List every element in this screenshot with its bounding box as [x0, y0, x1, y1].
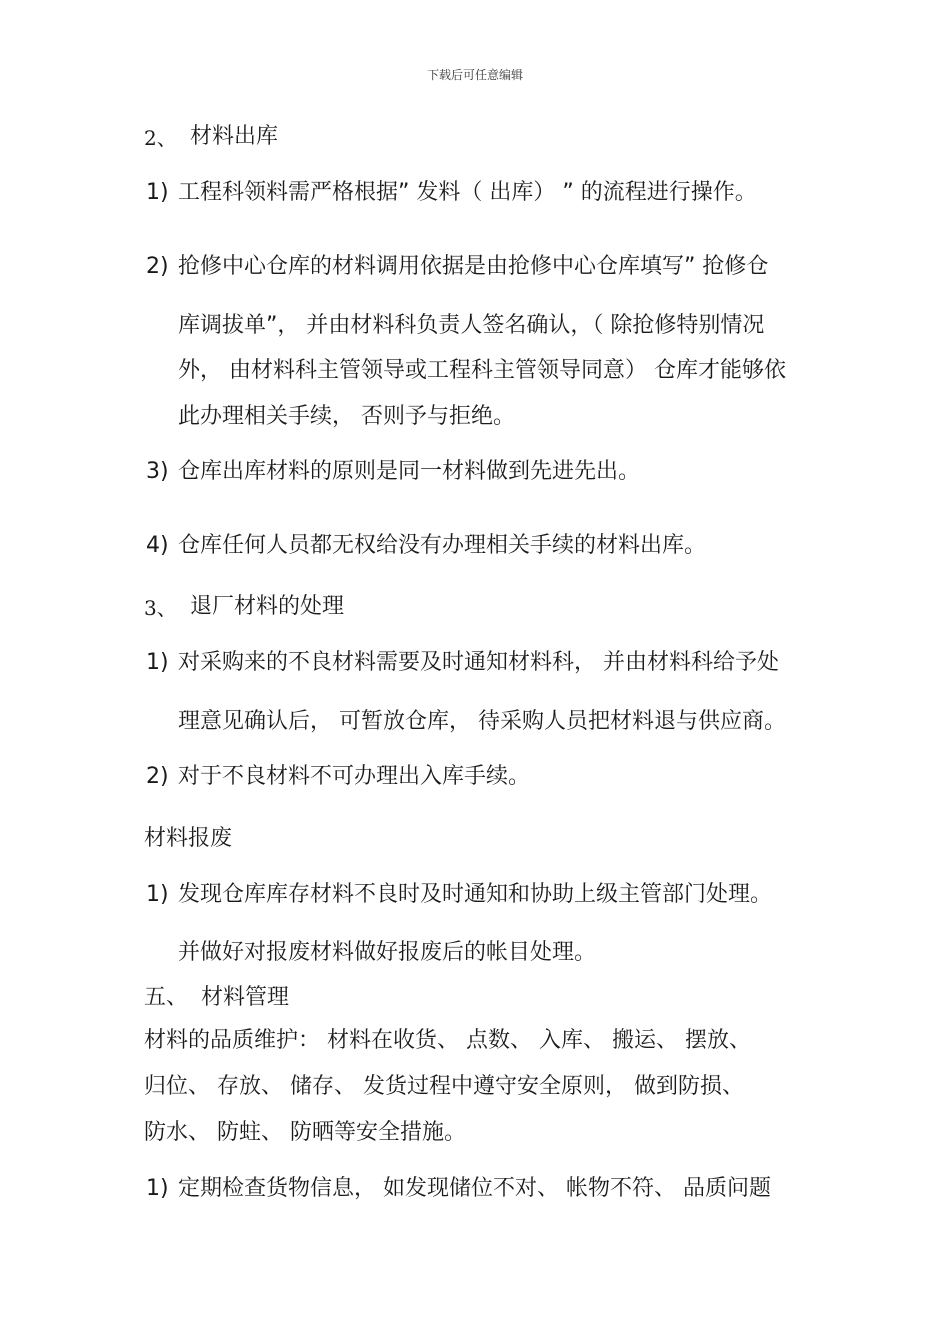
- section-title: 退厂材料的处理: [190, 594, 345, 619]
- item-text: 工程科领料需严格根据” 发料（ 出库） ” 的流程进行操作。: [178, 180, 757, 205]
- item-number: 2): [146, 764, 169, 789]
- item-text: 外， 由材料科主管领导或工程科主管领导同意） 仓库才能够依: [178, 358, 786, 383]
- item-number: 1): [146, 1176, 169, 1201]
- item-text: 并做好对报废材料做好报废后的帐目处理。: [178, 940, 597, 965]
- item-number: 1): [146, 180, 169, 205]
- item-text: 库调拔单”， 并由材料科负责人签名确认，（ 除抢修特别情况: [178, 313, 765, 338]
- section-number: 2、: [144, 126, 177, 150]
- item-text: 仓库任何人员都无权给没有办理相关手续的材料出库。: [178, 533, 707, 558]
- item-text: 抢修中心仓库的材料调用依据是由抢修中心仓库填写” 抢修仓: [178, 254, 769, 279]
- item-number: 2): [146, 254, 169, 279]
- item-number: 1): [146, 882, 169, 907]
- section-number: 五、: [144, 985, 189, 1010]
- section-title: 材料报废: [144, 826, 233, 851]
- item-text: 对于不良材料不可办理出入库手续。: [178, 764, 531, 789]
- paragraph-line: 防水、 防蛀、 防晒等安全措施。: [144, 1120, 466, 1145]
- item-number: 3): [146, 459, 169, 484]
- paragraph-line: 归位、 存放、 储存、 发货过程中遵守安全原则， 做到防损、: [144, 1074, 744, 1099]
- item-text: 定期检查货物信息， 如发现储位不对、 帐物不符、 品质问题: [178, 1176, 771, 1201]
- page-header: 下载后可任意编辑: [426, 68, 523, 82]
- item-number: 1): [146, 650, 169, 675]
- item-number: 4): [146, 533, 169, 558]
- item-text: 仓库出库材料的原则是同一材料做到先进先出。: [178, 459, 641, 484]
- item-text: 对采购来的不良材料需要及时通知材料科， 并由材料科给予处: [178, 650, 779, 675]
- section-title: 材料出库: [190, 124, 279, 149]
- item-text: 发现仓库库存材料不良时及时通知和协助上级主管部门处理。: [178, 882, 773, 907]
- item-text: 此办理相关手续， 否则予与拒绝。: [178, 404, 515, 429]
- section-number: 3、: [144, 596, 177, 620]
- section-title: 材料管理: [201, 985, 290, 1010]
- paragraph-line: 材料的品质维护： 材料在收货、 点数、 入库、 搬运、 摆放、: [144, 1028, 751, 1053]
- item-text: 理意见确认后， 可暂放仓库， 待采购人员把材料退与供应商。: [178, 709, 786, 734]
